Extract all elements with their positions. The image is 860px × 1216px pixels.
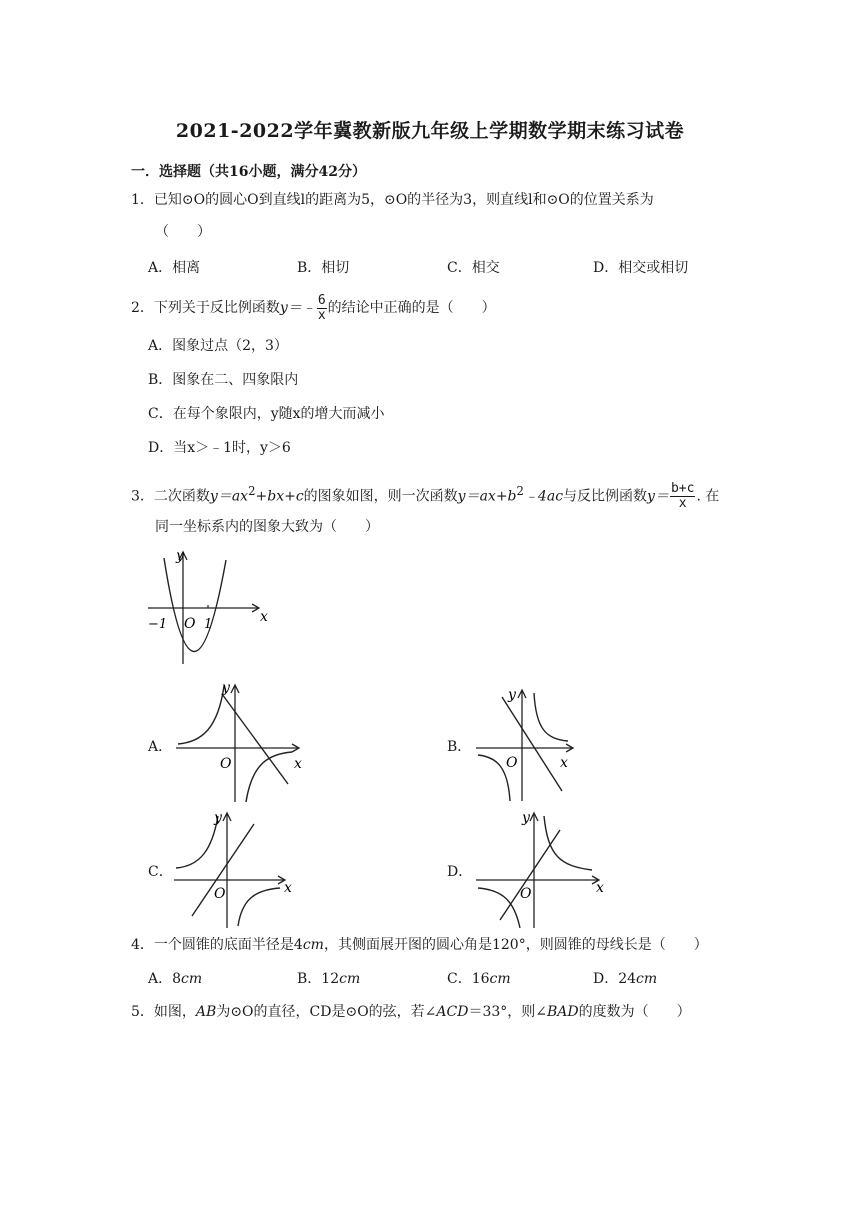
question-2-text: 2．下列关于反比例函数y＝﹣ $\frac{6}{x}$ 的结论中正确的是（ ） [131, 292, 496, 323]
question-2-option-b: B．图象在二、四象限内 [148, 372, 299, 388]
option-d-hyperbola-lower [478, 888, 520, 928]
option-b-graph [472, 685, 582, 805]
question-3-option-a: A． [148, 739, 173, 755]
option-d-y-label: y [522, 810, 530, 826]
question-2-option-c: C．在每个象限内，y随x的增大而减小 [148, 406, 385, 422]
option-d-x-label: x [596, 880, 604, 896]
question-1-option-c: C．相交 [447, 260, 500, 276]
question-2-fraction: $\frac{6}{x}$ [317, 292, 326, 323]
parabola-y-label: y [176, 548, 184, 564]
question-4-option-a: A．8cm [148, 971, 203, 987]
question-4-option-b: B．12cm [297, 971, 361, 987]
option-c-line [192, 824, 254, 916]
question-3-option-b: B． [447, 739, 472, 755]
option-b-line [502, 697, 562, 791]
question-3-fraction: $\frac{b+c}{x}$ [670, 481, 695, 512]
option-d-line [500, 830, 560, 920]
option-a-origin-label: O [220, 756, 232, 772]
question-4-option-c: C．16cm [447, 971, 511, 987]
option-d-origin-label: O [520, 886, 532, 902]
parabola-tick-label-neg1: −1 [148, 617, 168, 632]
question-1-bracket: （ ） [155, 224, 211, 240]
question-1-option-d: D．相交或相切 [593, 260, 689, 276]
option-b-hyperbola-upper [534, 693, 568, 741]
option-a-hyperbola-lower [246, 752, 292, 802]
section-heading: 一．选择题（共16小题，满分42分） [131, 164, 366, 180]
question-2-option-a: A．图象过点（2，3） [148, 338, 288, 354]
question-3-text-line2: 同一坐标系内的图象大致为（ ） [155, 519, 379, 535]
option-b-y-label: y [508, 687, 516, 703]
question-3-option-d: D． [447, 864, 473, 880]
question-1-option-b: B．相切 [297, 260, 350, 276]
question-1-text: 1．已知⊙O的圆心O到直线l的距离为5，⊙O的半径为3，则直线l和⊙O的位置关系为 [131, 192, 654, 208]
option-a-y-label: y [222, 680, 230, 696]
question-4-text: 4．一个圆锥的底面半径是4cm，其侧面展开图的圆心角是120°，则圆锥的母线长是（ ） [131, 937, 708, 953]
question-5-text: 5．如图，AB为⊙O的直径，CD是⊙O的弦，若∠ACD＝33°，则∠BAD的度数为（ ） [131, 1004, 691, 1020]
page-title: 2021-2022学年冀教新版九年级上学期数学期末练习试卷 [175, 120, 685, 142]
option-a-line [222, 694, 288, 784]
question-3-text: 3．二次函数$y=ax^2+bx+c$的图象如图，则一次函数$y=ax+b^2﹣4ac$与反比例函数y＝ $\frac{b+c}{x}$ . 在 [131, 481, 720, 512]
parabola-graph [146, 548, 276, 670]
option-b-x-label: x [560, 755, 568, 771]
option-c-x-label: x [284, 880, 292, 896]
option-a-hyperbola-upper [178, 686, 224, 744]
option-b-origin-label: O [506, 755, 518, 771]
parabola-tick-label-1: 1 [204, 617, 213, 632]
parabola-x-label: x [260, 609, 268, 625]
question-3-option-c: C． [148, 864, 173, 880]
option-c-origin-label: O [214, 886, 226, 902]
parabola-origin-label: O [184, 616, 196, 632]
option-c-hyperbola-upper [176, 816, 218, 868]
option-d-graph [472, 808, 612, 930]
option-a-x-label: x [294, 756, 302, 772]
option-c-graph [172, 808, 302, 930]
option-c-hyperbola-lower [238, 888, 280, 926]
question-1-option-a: A．相离 [148, 260, 201, 276]
question-4-option-d: D．24cm [593, 971, 658, 987]
option-c-y-label: y [214, 810, 222, 826]
question-2-option-d: D．当x＞﹣1时，y＞6 [148, 440, 291, 456]
parabola-curve [164, 558, 226, 652]
option-a-graph [172, 680, 312, 804]
